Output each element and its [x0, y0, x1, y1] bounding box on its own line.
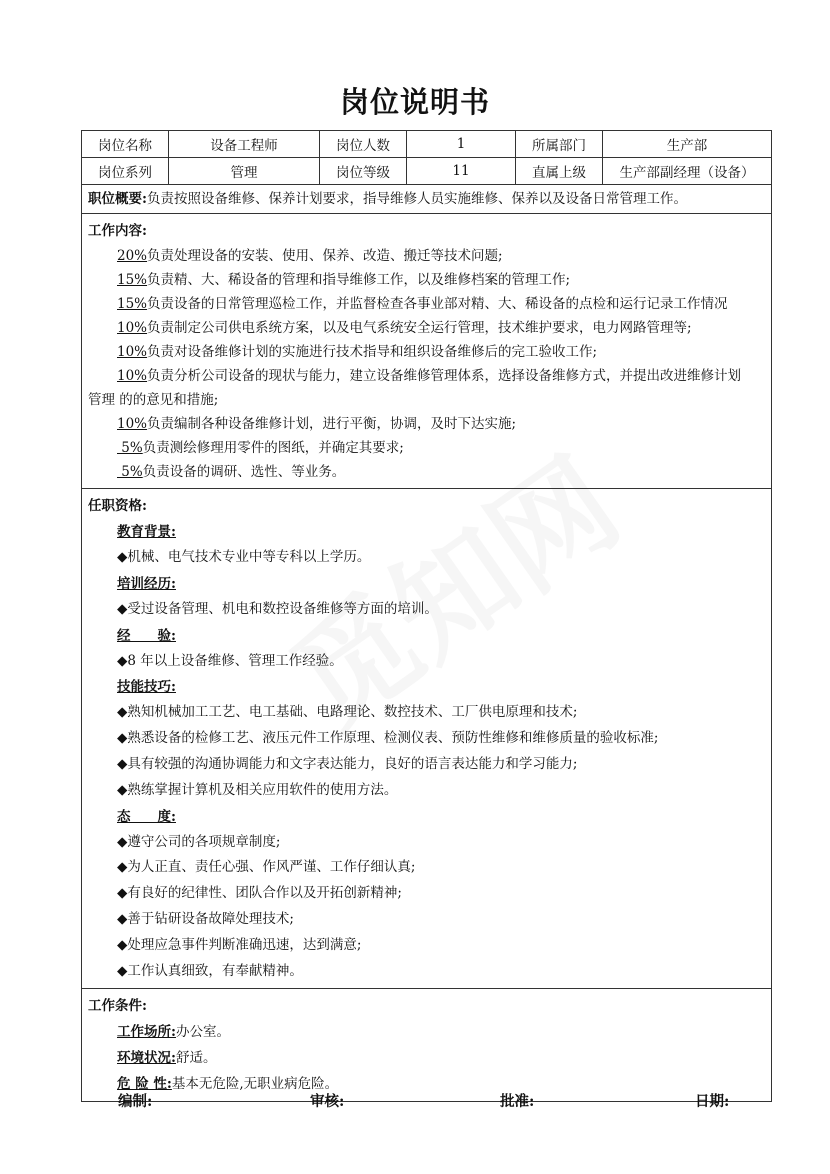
attitude-item: ◆工作认真细致，有奉献精神。: [117, 962, 303, 979]
summary-cell: [82, 185, 772, 214]
duty-text: 负责分析公司设备的现状与能力，建立设备维修管理体系，选择设备维修方式，并提出改进维修计划: [147, 368, 742, 384]
duty-text: 负责测绘修理用零件的图纸，并确定其要求;: [142, 440, 404, 456]
condition-item: [88, 1019, 765, 1045]
attitude-item: ◆善于钻研设备故障处理技术;: [117, 910, 294, 927]
condition-item: [88, 1045, 765, 1071]
date-label: 日期:: [695, 1093, 730, 1110]
duty-text: 负责对设备维修计划的实施进行技术指导和组织设备维修后的完工验收工作;: [147, 344, 598, 360]
duty-item: [88, 364, 765, 388]
duty-item: [88, 268, 765, 292]
training-item: ◆受过设备管理、机电和数控设备维修等方面的培训。: [117, 600, 438, 617]
info-value: 11: [407, 158, 516, 185]
duty-text: 负责编制各种设备维修计划，进行平衡，协调，及时下达实施;: [147, 416, 517, 432]
education-title: 教育背景:: [117, 524, 176, 540]
conditions-title: 工作条件:: [88, 998, 147, 1015]
duty-item: [88, 340, 765, 364]
skill-item: ◆熟知机械加工工艺、电工基础、电路理论、数控技术、工厂供电原理和技术;: [117, 704, 578, 721]
info-value: 生产部副经理（设备）: [603, 158, 772, 185]
info-value: 管理: [169, 158, 320, 185]
experience-item: ◆8 年以上设备维修、管理工作经验。: [117, 652, 343, 669]
conditions-cell: [82, 989, 772, 1102]
duty-item: [88, 412, 765, 436]
duty-item: [88, 316, 765, 340]
skill-item: ◆熟悉设备的检修工艺、液压元件工作原理、检测仪表、预防性维修和维修质量的验收标准;: [117, 730, 659, 747]
duties-cell: [82, 214, 772, 489]
info-label: 岗位等级: [320, 158, 407, 185]
duty-item: [88, 460, 765, 484]
info-label: 岗位系列: [82, 158, 169, 185]
page-title: 岗位说明书: [339, 85, 490, 119]
condition-label: 环境状况:: [117, 1050, 176, 1067]
info-value: 生产部: [603, 131, 772, 158]
condition-value: 办公室。: [175, 1024, 230, 1041]
duty-percent: 5%: [117, 464, 143, 480]
info-row-2: [82, 158, 772, 185]
experience-title: 经 验:: [117, 627, 176, 644]
duty-text: 负责设备的日常管理巡检工作，并监督检查各事业部对精、大、稀设备的点检和运行记录工作情况: [147, 296, 728, 312]
duty-percent: 15%: [117, 272, 148, 288]
condition-value: 舒适。: [175, 1050, 217, 1067]
duties-row: [82, 214, 772, 489]
attitude-title: 态 度:: [117, 808, 176, 825]
training-title: 培训经历:: [117, 575, 176, 592]
reviewed-by-label: 审核:: [310, 1093, 345, 1110]
attitude-item: ◆处理应急事件判断准确迅速，达到满意;: [117, 936, 362, 953]
duty-percent: 5%: [117, 440, 143, 456]
job-description-table: [81, 130, 772, 1102]
conditions-row: [82, 989, 772, 1102]
duty-percent: 20%: [117, 248, 148, 264]
qualifications-title: 任职资格:: [88, 498, 147, 514]
info-label: 岗位名称: [82, 131, 169, 158]
info-row-1: [82, 131, 772, 158]
duty-continuation: 管理 的的意见和措施;: [88, 392, 219, 408]
qualifications-row: [82, 489, 772, 989]
info-label: 岗位人数: [320, 131, 407, 158]
qualifications-cell: [82, 489, 772, 989]
condition-label: 工作场所:: [117, 1024, 176, 1041]
duty-text: 负责设备的调研、选性、等业务。: [142, 464, 346, 480]
duty-item: [88, 292, 765, 316]
duty-percent: 10%: [117, 344, 148, 360]
education-item: ◆机械、电气技术专业中等专科以上学历。: [117, 549, 371, 565]
attitude-item: ◆遵守公司的各项规章制度;: [117, 833, 281, 850]
attitude-item: ◆为人正直、责任心强、作风严谨、工作仔细认真;: [117, 859, 416, 876]
info-value: 设备工程师: [169, 131, 320, 158]
duty-percent: 10%: [117, 416, 148, 432]
info-value: 1: [407, 131, 516, 158]
summary-label: 职位概要:: [88, 191, 147, 207]
attitude-item: ◆有良好的纪律性、团队合作以及开拓创新精神;: [117, 885, 402, 902]
duty-text: 负责制定公司供电系统方案，以及电气系统安全运行管理，技术维护要求，电力网路管理等;: [147, 320, 692, 336]
skill-item: ◆具有较强的沟通协调能力和文字表达能力，良好的语言表达能力和学习能力;: [117, 755, 578, 772]
duty-text: 负责精、大、稀设备的管理和指导维修工作，以及维修档案的管理工作;: [147, 272, 571, 288]
info-label: 直属上级: [516, 158, 603, 185]
signature-footer: [0, 1090, 830, 1114]
duty-item: [88, 244, 765, 268]
skill-item: ◆熟练掌握计算机及相关应用软件的使用方法。: [117, 781, 398, 798]
approved-by-label: 批准:: [500, 1093, 535, 1110]
summary-row: [82, 185, 772, 214]
duty-item: [88, 436, 765, 460]
info-label: 所属部门: [516, 131, 603, 158]
prepared-by-label: 编制:: [118, 1093, 153, 1110]
condition-label: 危 险 性:: [117, 1076, 172, 1093]
duty-percent: 10%: [117, 320, 148, 336]
duty-percent: 10%: [117, 368, 148, 384]
duty-text: 负责处理设备的安装、使用、保养、改造、搬迁等技术问题;: [147, 248, 503, 264]
duty-percent: 15%: [117, 296, 148, 312]
skills-title: 技能技巧:: [117, 679, 176, 696]
condition-value: 基本无危险,无职业病危险。: [171, 1076, 339, 1093]
summary-text: 负责按照设备维修、保养计划要求，指导维修人员实施维修、保养以及设备日常管理工作。: [146, 191, 687, 207]
duties-title: 工作内容:: [88, 223, 147, 239]
